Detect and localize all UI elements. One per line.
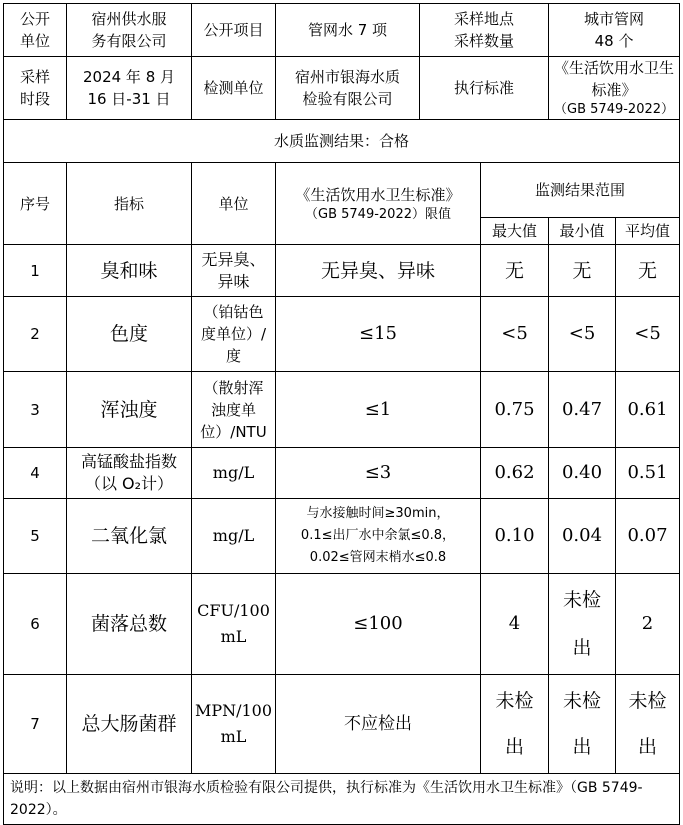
col-max-header: 最大值 (481, 218, 549, 245)
row-unit: CFU/100 mL (192, 574, 276, 675)
publisher-label: 公开 单位 (4, 4, 67, 57)
sampling-period-label: 采样 时段 (4, 57, 67, 120)
row-min: <5 (549, 297, 616, 372)
row-avg: 0.51 (616, 448, 680, 499)
table-row (4, 372, 680, 448)
row-limit: 无异臭、异味 (276, 245, 481, 297)
table-row (4, 499, 680, 574)
row-limit: ≤3 (276, 448, 481, 499)
row-unit: 无异臭、 异味 (192, 245, 276, 297)
row-min: 未检 出 (549, 675, 616, 774)
footnote-row (4, 774, 680, 825)
lab-label: 检测单位 (192, 57, 276, 120)
row-index: 4 (4, 448, 67, 499)
sampling-site-value: 城市管网 48 个 (549, 4, 680, 57)
row-max: 0.62 (481, 448, 549, 499)
row-index: 5 (4, 499, 67, 574)
row-min: 无 (549, 245, 616, 297)
row-avg: 未检 出 (616, 675, 680, 774)
lab-value: 宿州市银海水质 检验有限公司 (276, 57, 420, 120)
col-limit-header (276, 163, 481, 245)
row-indicator: 浑浊度 (67, 372, 192, 448)
row-index: 3 (4, 372, 67, 448)
row-min: 0.47 (549, 372, 616, 448)
standard-label: 执行标准 (420, 57, 549, 120)
header-row-2 (4, 57, 680, 120)
row-max: 0.75 (481, 372, 549, 448)
row-indicator: 色度 (67, 297, 192, 372)
row-indicator: 高锰酸盐指数 （以 O₂计） (67, 448, 192, 499)
row-min: 0.04 (549, 499, 616, 574)
table-row (4, 675, 680, 774)
row-unit: MPN/100 mL (192, 675, 276, 774)
standard-name: 《生活饮用水卫生标准》 (554, 59, 675, 99)
row-max: <5 (481, 297, 549, 372)
table-row (4, 574, 680, 675)
row-max: 未检 出 (481, 675, 549, 774)
col-limit-header-line1: 《生活饮用水卫生标准》 (295, 185, 461, 204)
col-index-header: 序号 (4, 163, 67, 245)
row-limit: 与水接触时间≥30min， 0.1≤出厂水中余氯≤0.8， 0.02≤管网末梢水≤0.8 (276, 499, 481, 574)
table-row (4, 245, 680, 297)
row-unit: mg/L (192, 448, 276, 499)
result-title: 水质监测结果：合格 (4, 120, 680, 163)
row-unit: mg/L (192, 499, 276, 574)
row-max: 0.10 (481, 499, 549, 574)
col-indicator-header: 指标 (67, 163, 192, 245)
row-indicator: 二氧化氯 (67, 499, 192, 574)
sampling-site-label: 采样地点 采样数量 (420, 4, 549, 57)
col-range-header: 监测结果范围 (481, 163, 680, 218)
footnote: 说明：以上数据由宿州市银海水质检验有限公司提供，执行标准为《生活饮用水卫生标准》（GB 5749-2022）。 (4, 774, 680, 825)
col-unit-header: 单位 (192, 163, 276, 245)
sampling-period-value: 2024 年 8 月 16 日-31 日 (67, 57, 192, 120)
header-row-1 (4, 4, 680, 57)
row-avg: <5 (616, 297, 680, 372)
row-indicator: 菌落总数 (67, 574, 192, 675)
project-label: 公开项目 (192, 4, 276, 57)
table-row (4, 297, 680, 372)
table-row (4, 448, 680, 499)
col-min-header: 最小值 (549, 218, 616, 245)
standard-code: （GB 5749-2022） (554, 102, 675, 117)
row-unit: （散射浑 浊度单 位）/NTU (192, 372, 276, 448)
row-limit: 不应检出 (276, 675, 481, 774)
row-avg: 无 (616, 245, 680, 297)
row-avg: 0.61 (616, 372, 680, 448)
project-value: 管网水 7 项 (276, 4, 420, 57)
row-limit: ≤1 (276, 372, 481, 448)
publisher-value: 宿州供水服 务有限公司 (67, 4, 192, 57)
row-index: 1 (4, 245, 67, 297)
row-limit: ≤15 (276, 297, 481, 372)
row-avg: 2 (616, 574, 680, 675)
row-index: 6 (4, 574, 67, 675)
col-avg-header: 平均值 (616, 218, 680, 245)
row-indicator: 臭和味 (67, 245, 192, 297)
row-min: 0.40 (549, 448, 616, 499)
row-min: 未检 出 (549, 574, 616, 675)
standard-value (549, 57, 680, 120)
row-limit: ≤100 (276, 574, 481, 675)
row-indicator: 总大肠菌群 (67, 675, 192, 774)
col-limit-header-line2: （GB 5749-2022）限值 (305, 206, 451, 222)
row-max: 4 (481, 574, 549, 675)
row-max: 无 (481, 245, 549, 297)
result-title-row (4, 120, 680, 163)
row-unit: （铂钴色 度单位）/ 度 (192, 297, 276, 372)
water-quality-table (3, 3, 680, 825)
row-avg: 0.07 (616, 499, 680, 574)
row-index: 2 (4, 297, 67, 372)
column-header-row-1 (4, 163, 680, 218)
row-index: 7 (4, 675, 67, 774)
